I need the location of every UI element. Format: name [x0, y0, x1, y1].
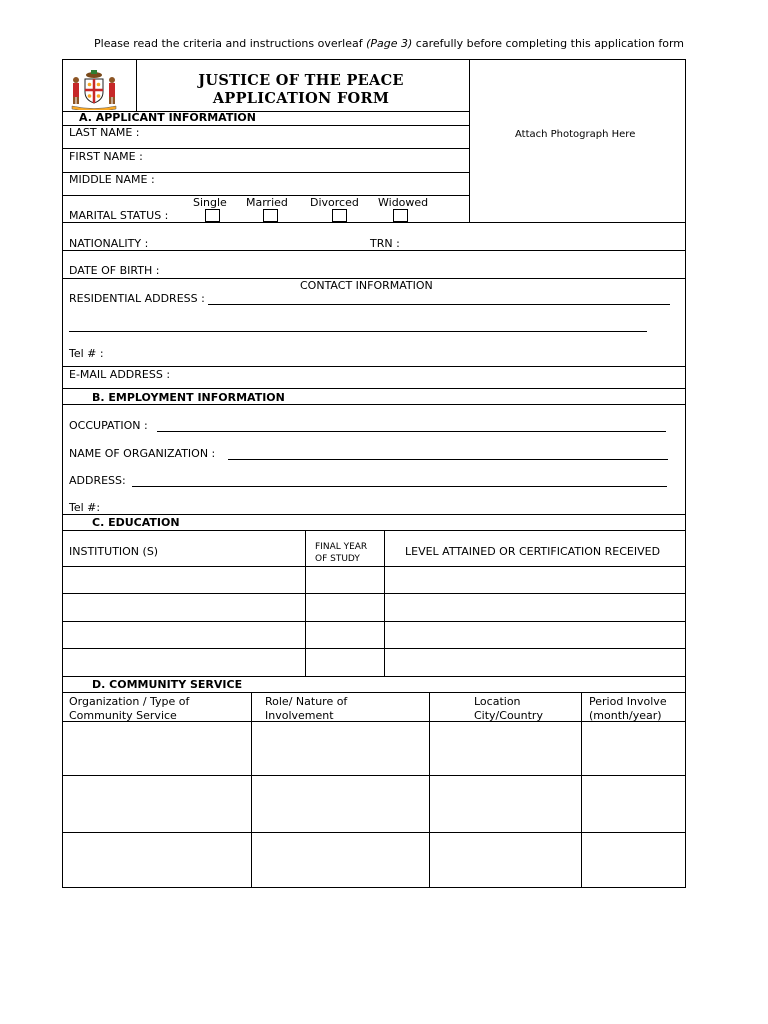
col-institution-header: INSTITUTION (S): [69, 545, 159, 558]
email-field[interactable]: [175, 367, 680, 387]
community-row-1-period[interactable]: [582, 722, 685, 775]
married-checkbox[interactable]: [263, 209, 278, 222]
community-row-1-location[interactable]: [430, 722, 581, 775]
widowed-checkbox[interactable]: [393, 209, 408, 222]
contact-tel-field[interactable]: [110, 342, 680, 364]
education-row-2-year[interactable]: [306, 594, 384, 621]
first-name-label: FIRST NAME :: [69, 150, 143, 163]
dob-label: DATE OF BIRTH :: [69, 264, 160, 277]
community-row-2-period[interactable]: [582, 776, 685, 832]
trn-field[interactable]: [405, 232, 680, 249]
residential-address-line-1[interactable]: [208, 304, 670, 305]
education-row-2-institution[interactable]: [63, 594, 305, 621]
marital-option-widowed: Widowed: [378, 196, 429, 209]
marital-status-label: MARITAL STATUS :: [69, 209, 169, 222]
education-row-1-institution[interactable]: [63, 567, 305, 593]
instructions-page-ref: (Page 3): [366, 37, 413, 50]
education-row-3-institution[interactable]: [63, 622, 305, 648]
education-row-1-year[interactable]: [306, 567, 384, 593]
instructions-text: [94, 37, 684, 50]
occupation-line[interactable]: [157, 431, 666, 432]
employment-address-line[interactable]: [132, 486, 667, 487]
nationality-field[interactable]: [160, 232, 360, 249]
form-title-line2: APPLICATION FORM: [212, 90, 390, 107]
education-row-4-institution[interactable]: [63, 649, 305, 676]
community-row-3-location[interactable]: [430, 833, 581, 887]
education-row-3-level[interactable]: [385, 622, 685, 648]
organization-label: NAME OF ORGANIZATION :: [69, 447, 216, 460]
last-name-field[interactable]: [150, 126, 465, 147]
contact-tel-label: Tel # :: [69, 347, 104, 360]
dob-field[interactable]: [165, 258, 680, 277]
education-row-3-year[interactable]: [306, 622, 384, 648]
instructions-prefix: Please read the criteria and instructions overleaf: [94, 37, 367, 50]
community-row-1-role[interactable]: [252, 722, 429, 775]
col-organization-header-2: Community Service: [69, 709, 177, 722]
education-row-1-level[interactable]: [385, 567, 685, 593]
middle-name-field[interactable]: [165, 173, 465, 194]
col-role-header-1: Role/ Nature of: [265, 695, 348, 708]
coat-of-arms-icon: [68, 68, 120, 110]
community-row-1-organization[interactable]: [63, 722, 251, 775]
instructions-suffix: carefully before completing this application form: [412, 37, 685, 50]
col-level-header: LEVEL ATTAINED OR CERTIFICATION RECEIVED: [405, 545, 661, 558]
section-d-heading: D. COMMUNITY SERVICE: [92, 678, 243, 691]
education-row-4-level[interactable]: [385, 649, 685, 676]
employment-tel-label: Tel #:: [69, 501, 101, 514]
section-c-heading: C. EDUCATION: [92, 516, 180, 529]
last-name-label: LAST NAME :: [69, 126, 140, 139]
form-title-line1: JUSTICE OF THE PEACE: [198, 72, 404, 89]
marital-option-single: Single: [193, 196, 227, 209]
community-row-3-period[interactable]: [582, 833, 685, 887]
marital-option-divorced: Divorced: [310, 196, 359, 209]
col-location-header-2: City/Country: [474, 709, 543, 722]
education-row-4-year[interactable]: [306, 649, 384, 676]
section-b-heading: B. EMPLOYMENT INFORMATION: [92, 391, 285, 404]
col-final-year-header-2: OF STUDY: [315, 554, 360, 564]
single-checkbox[interactable]: [205, 209, 220, 222]
photo-label: Attach Photograph Here: [515, 129, 636, 140]
first-name-field[interactable]: [155, 150, 465, 171]
nationality-label: NATIONALITY :: [69, 237, 149, 250]
middle-name-label: MIDDLE NAME :: [69, 173, 155, 186]
marital-option-married: Married: [246, 196, 288, 209]
residential-address-label: RESIDENTIAL ADDRESS :: [69, 292, 205, 305]
email-label: E-MAIL ADDRESS :: [69, 368, 171, 381]
community-row-2-organization[interactable]: [63, 776, 251, 832]
col-final-year-header-1: FINAL YEAR: [315, 542, 368, 552]
employment-address-label: ADDRESS:: [69, 474, 126, 487]
section-a-heading: A. APPLICANT INFORMATION: [79, 111, 256, 124]
col-location-header-1: Location: [474, 695, 521, 708]
contact-info-heading: CONTACT INFORMATION: [300, 279, 433, 292]
col-period-header-1: Period Involve: [589, 695, 667, 708]
col-period-header-2: (month/year): [589, 709, 662, 722]
community-row-3-organization[interactable]: [63, 833, 251, 887]
community-row-2-role[interactable]: [252, 776, 429, 832]
education-row-2-level[interactable]: [385, 594, 685, 621]
occupation-label: OCCUPATION :: [69, 419, 148, 432]
trn-label: TRN :: [370, 237, 400, 250]
photo-area[interactable]: [470, 60, 685, 222]
organization-line[interactable]: [228, 459, 668, 460]
employment-tel-field[interactable]: [105, 496, 680, 513]
divorced-checkbox[interactable]: [332, 209, 347, 222]
col-role-header-2: Involvement: [265, 709, 334, 722]
col-organization-header-1: Organization / Type of: [69, 695, 190, 708]
community-row-3-role[interactable]: [252, 833, 429, 887]
community-row-2-location[interactable]: [430, 776, 581, 832]
residential-address-line-2[interactable]: [69, 331, 647, 332]
